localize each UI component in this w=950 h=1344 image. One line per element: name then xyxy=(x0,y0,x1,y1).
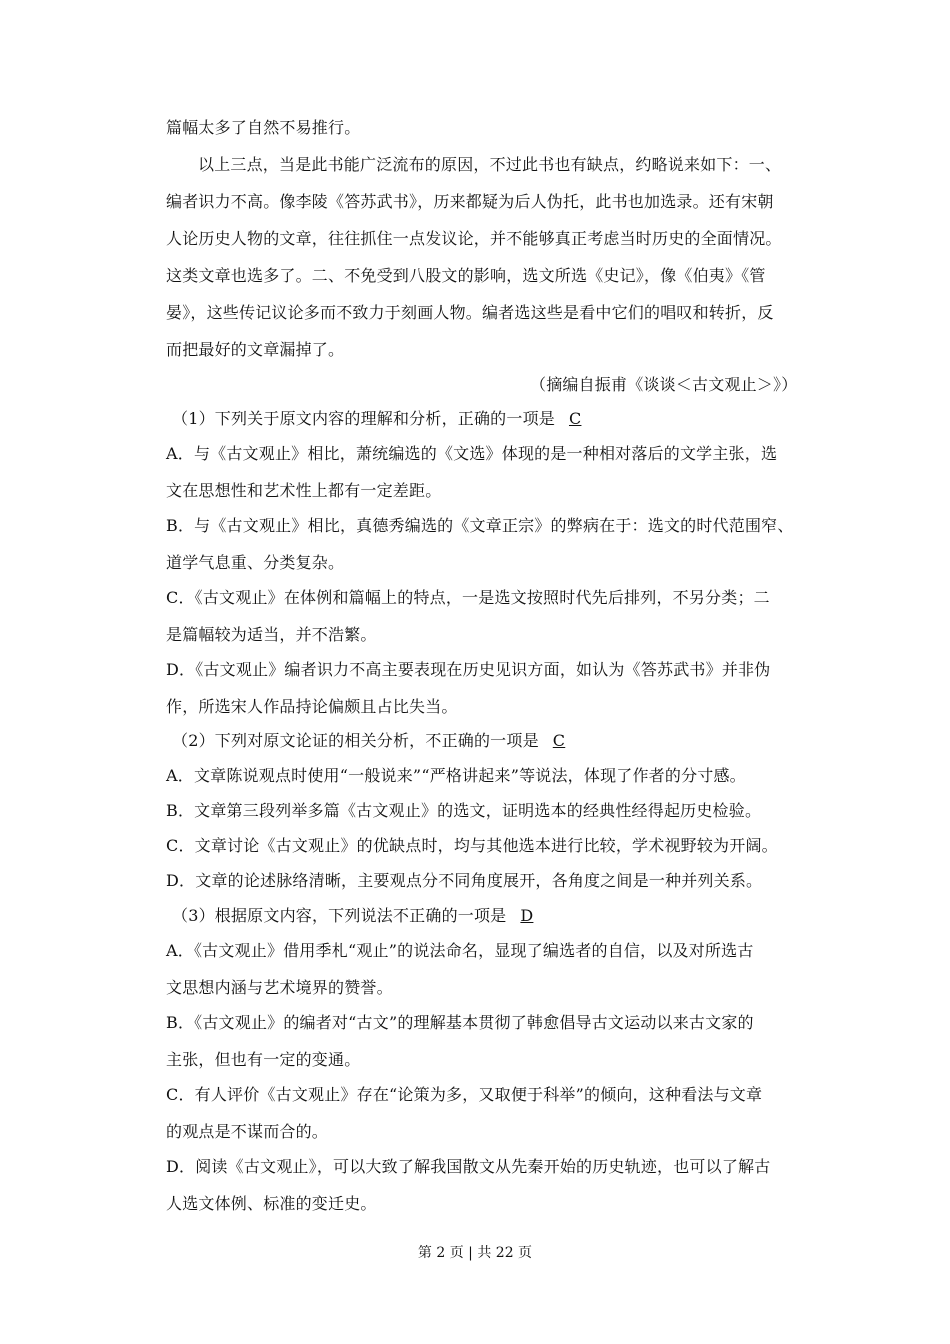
paragraph-line: 这类文章也选多了。二、不免受到八股文的影响，选文所选《史记》，像《伯夷》《管 xyxy=(166,266,766,285)
option-line: 是篇幅较为适当，并不浩繁。 xyxy=(166,625,377,644)
paragraph-line: 篇幅太多了自然不易推行。 xyxy=(166,118,361,137)
paragraph-line: 编者识力不高。像李陵《答苏武书》，历来都疑为后人伪托，此书也加选录。还有宋朝 xyxy=(166,192,774,211)
option-line: D．《古文观止》编者识力不高主要表现在历史见识方面，如认为《答苏武书》并非伪 xyxy=(166,660,771,679)
option-line: C．文章讨论《古文观止》的优缺点时，均与其他选本进行比较，学术视野较为开阔。 xyxy=(166,836,778,855)
option-line: 主张，但也有一定的变通。 xyxy=(166,1050,361,1069)
question-2-stem xyxy=(172,731,822,751)
option-line: A．文章陈说观点时使用“一般说来”“严格讲起来”等说法，体现了作者的分寸感。 xyxy=(166,766,746,785)
option-line: 道学气息重、分类复杂。 xyxy=(166,553,345,572)
option-line: C．有人评价《古文观止》存在“论策为多，又取便于科举”的倾向，这种看法与文章 xyxy=(166,1085,763,1104)
option-line: A．《古文观止》借用季札“观止”的说法命名，显现了编选者的自信，以及对所选古 xyxy=(166,941,754,960)
page-footer: 第 2 页 | 共 22 页 xyxy=(417,1245,533,1261)
option-line: B．与《古文观止》相比，真德秀编选的《文章正宗》的弊病在于：选文的时代范围窄、 xyxy=(166,516,794,535)
question-3-answer: D xyxy=(520,906,534,925)
option-line: D．阅读《古文观止》，可以大致了解我国散文从先秦开始的历史轨迹，也可以了解古 xyxy=(166,1157,771,1176)
question-1-answer: C xyxy=(568,409,582,428)
option-line: D．文章的论述脉络清晰，主要观点分不同角度展开，各角度之间是一种并列关系。 xyxy=(166,871,763,890)
source-citation: （摘编自振甫《谈谈＜古文观止＞》） xyxy=(530,375,798,394)
option-line: C．《古文观止》在体例和篇幅上的特点，一是选文按照时代先后排列，不另分类；二 xyxy=(166,588,770,607)
paragraph-line: 晏》，这些传记议论多而不致力于刻画人物。编者选这些是看中它们的唱叹和转折，反 xyxy=(166,303,774,322)
question-1-stem xyxy=(172,409,822,429)
option-line: 文在思想性和艺术性上都有一定差距。 xyxy=(166,481,442,500)
option-line: 人选文体例、标准的变迁史。 xyxy=(166,1194,377,1213)
option-line: A．与《古文观止》相比，萧统编选的《文选》体现的是一种相对落后的文学主张，选 xyxy=(166,444,778,463)
question-3-stem xyxy=(172,906,822,926)
question-3-text: （3）根据原文内容，下列说法不正确的一项是 xyxy=(172,906,507,925)
option-line: 作，所选宋人作品持论偏颇且占比失当。 xyxy=(166,697,458,716)
option-line: 的观点是不谋而合的。 xyxy=(166,1122,329,1141)
option-line: B．《古文观止》的编者对“古文”的理解基本贯彻了韩愈倡导古文运动以来古文家的 xyxy=(166,1013,754,1032)
question-2-answer: C xyxy=(552,731,566,750)
option-line: 文思想内涵与艺术境界的赞誉。 xyxy=(166,978,393,997)
paragraph-line: 以上三点，当是此书能广泛流布的原因，不过此书也有缺点，约略说来如下：一、 xyxy=(198,155,782,174)
paragraph-line: 人论历史人物的文章，往往抓住一点发议论，并不能够真正考虑当时历史的全面情况。 xyxy=(166,229,782,248)
question-2-text: （2）下列对原文论证的相关分析，不正确的一项是 xyxy=(172,731,539,750)
question-1-text: （1）下列关于原文内容的理解和分析，正确的一项是 xyxy=(172,409,555,428)
paragraph-line: 而把最好的文章漏掉了。 xyxy=(166,340,345,359)
option-line: B．文章第三段列举多篇《古文观止》的选文，证明选本的经典性经得起历史检验。 xyxy=(166,801,762,820)
